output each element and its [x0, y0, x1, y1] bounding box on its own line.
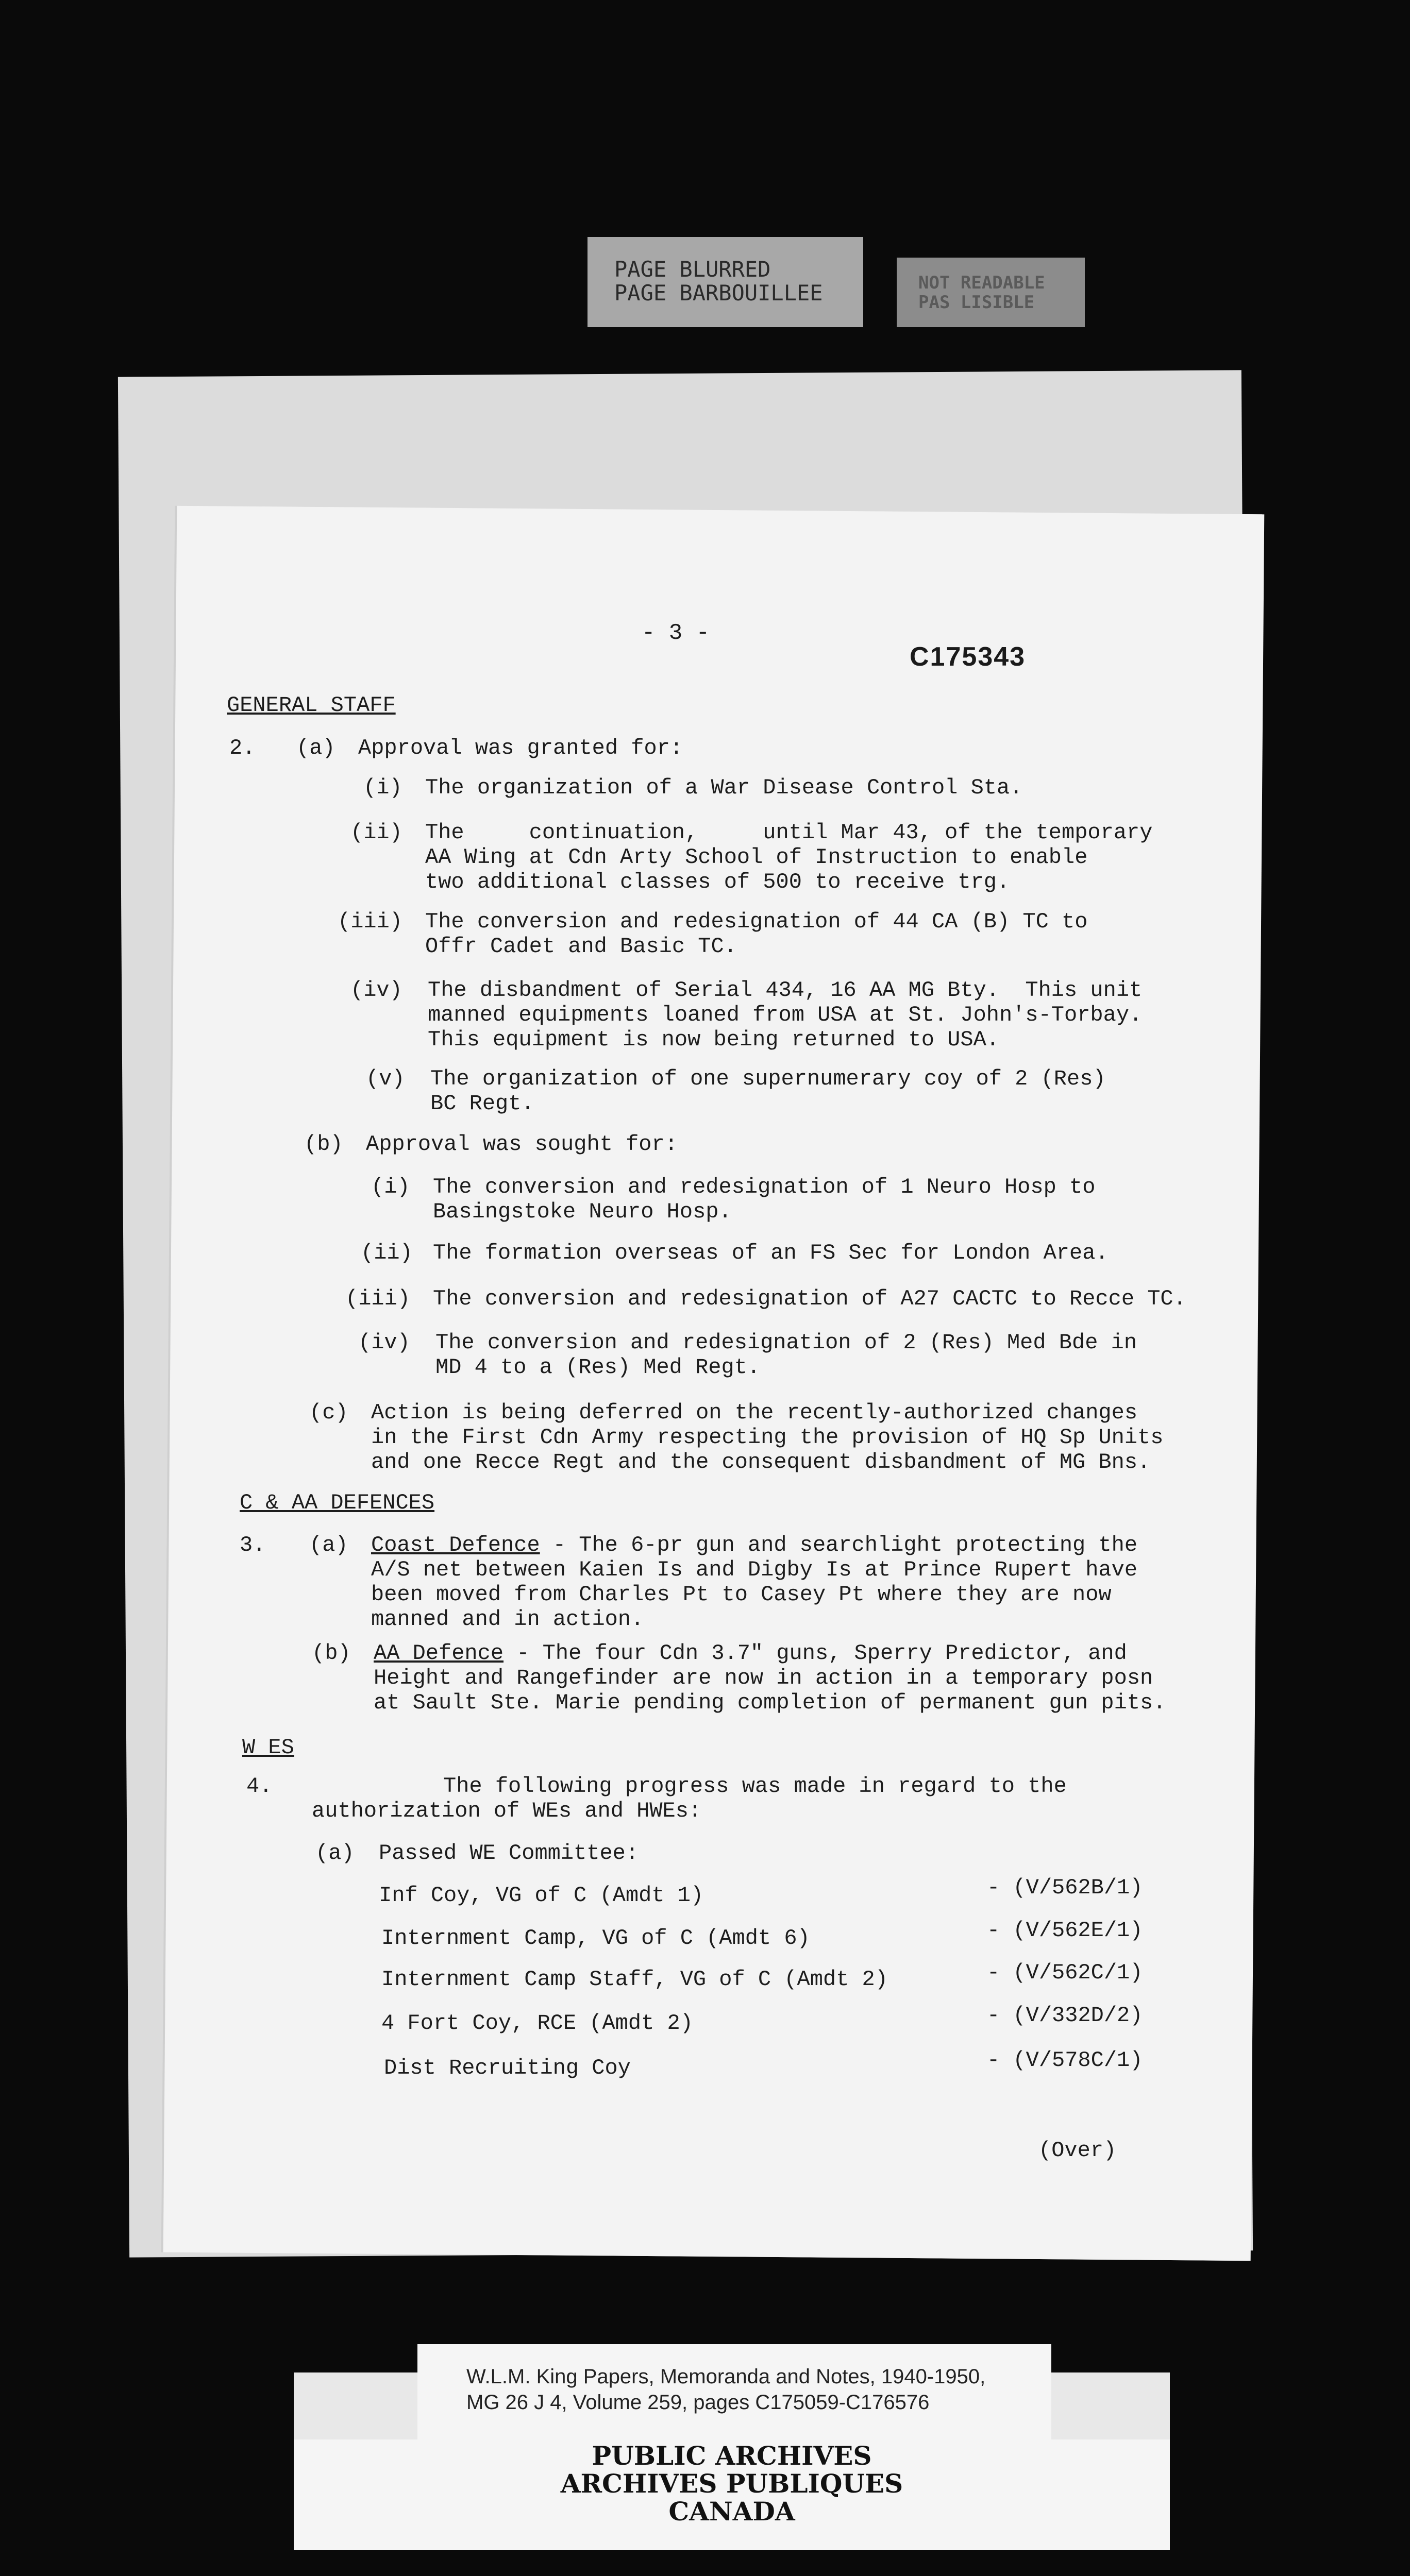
item-line: The organization of a War Disease Control Sta. — [425, 775, 1023, 800]
document-id: C175343 — [910, 642, 1026, 672]
para-3a-label: (a) — [309, 1533, 348, 1557]
item-num: (iii) — [338, 909, 403, 934]
we-item-name: Dist Recruiting Coy — [384, 2056, 631, 2080]
item-line: The organization of one supernumerary coy of 2 (Res) — [430, 1066, 1106, 1091]
item-line: MD 4 to a (Res) Med Regt. — [435, 1355, 761, 1380]
item-num: (i) — [363, 775, 402, 800]
not-readable-label — [897, 258, 1085, 327]
para-3a-line: manned and in action. — [371, 1607, 644, 1632]
item-num: (i) — [371, 1175, 410, 1199]
section-heading-wes: W ES — [242, 1735, 294, 1760]
item-num: (v) — [366, 1066, 405, 1091]
archives-card-tab — [1051, 2372, 1170, 2439]
item-line: Offr Cadet and Basic TC. — [425, 934, 737, 959]
coast-defence-text: - The 6-pr gun and searchlight protecting the — [540, 1533, 1138, 1557]
blurred-line-2: PAGE BARBOUILLEE — [614, 280, 823, 306]
para-2a-label: (a) — [296, 736, 335, 760]
we-item-ref: - (V/562C/1) — [987, 1960, 1143, 1985]
we-item-name: Internment Camp Staff, VG of C (Amdt 2) — [381, 1967, 888, 1992]
para-2b-intro: Approval was sought for: — [366, 1132, 678, 1157]
item-line: The formation overseas of an FS Sec for London Area. — [433, 1241, 1109, 1265]
we-item-ref: - (V/562E/1) — [987, 1918, 1143, 1943]
not-readable-line-1: NOT READABLE — [918, 273, 1045, 293]
we-item-name: 4 Fort Coy, RCE (Amdt 2) — [381, 2011, 693, 2036]
item-line: Basingstoke Neuro Hosp. — [433, 1199, 732, 1224]
para-2c-line: and one Recce Regt and the consequent disbandment of MG Bns. — [371, 1450, 1151, 1475]
over-note: (Over) — [1038, 2138, 1117, 2163]
item-num: (ii) — [350, 820, 402, 845]
para-4a-label: (a) — [315, 1841, 355, 1866]
para-3b-label: (b) — [312, 1641, 351, 1666]
para-3a-line: been moved from Charles Pt to Casey Pt where they are now — [371, 1582, 1112, 1607]
collection-caption — [417, 2344, 1051, 2439]
aa-defence-title: AA Defence — [374, 1641, 504, 1666]
para-number-4: 4. — [246, 1774, 273, 1799]
we-item-ref: - (V/332D/2) — [987, 2003, 1143, 2028]
item-line: two additional classes of 500 to receive trg. — [425, 870, 1010, 894]
para-number-3: 3. — [240, 1533, 266, 1557]
item-num: (iv) — [350, 978, 402, 1003]
item-num: (iv) — [358, 1330, 410, 1355]
we-item-name: Inf Coy, VG of C (Amdt 1) — [379, 1883, 704, 1908]
not-readable-line-2: PAS LISIBLE — [918, 292, 1035, 313]
we-item-ref: - (V/578C/1) — [987, 2048, 1143, 2073]
archives-line-2: ARCHIVES PUBLIQUES — [560, 2468, 903, 2499]
para-3b-line: Height and Rangefinder are now in action in a temporary posn — [374, 1666, 1153, 1690]
item-line: The conversion and redesignation of 1 Neuro Hosp to — [433, 1175, 1096, 1199]
we-item-ref: - (V/562B/1) — [987, 1875, 1143, 1900]
archives-line-3: CANADA — [668, 2496, 795, 2527]
para-number-2: 2. — [229, 736, 256, 760]
caption-line-2: MG 26 J 4, Volume 259, pages C175059-C176576 — [466, 2391, 930, 2414]
item-num: (ii) — [361, 1241, 413, 1265]
para-2a-intro: Approval was granted for: — [358, 736, 683, 760]
para-3b-line: at Sault Ste. Marie pending completion of permanent gun pits. — [374, 1690, 1166, 1715]
page-blurred-label — [588, 237, 863, 327]
para-3a-line: A/S net between Kaien Is and Digby Is at Prince Rupert have — [371, 1557, 1138, 1582]
we-item-name: Internment Camp, VG of C (Amdt 6) — [381, 1926, 810, 1951]
caption-line-1: W.L.M. King Papers, Memoranda and Notes, 1940-1950, — [466, 2365, 986, 2388]
item-line: This equipment is now being returned to USA. — [428, 1027, 999, 1052]
item-line: The continuation, until Mar 43, of the temporary — [425, 820, 1153, 845]
blurred-line-1: PAGE BLURRED — [614, 257, 771, 282]
archives-card-tab — [294, 2372, 417, 2439]
item-line: The conversion and redesignation of 2 (Res) Med Bde in — [435, 1330, 1137, 1355]
archives-line-1: PUBLIC ARCHIVES — [592, 2441, 872, 2471]
section-heading-general-staff: GENERAL STAFF — [227, 693, 396, 718]
para-2b-label: (b) — [304, 1132, 343, 1157]
document-page — [163, 506, 1265, 2261]
para-4-intro: The following progress was made in regard to the — [443, 1774, 1067, 1799]
item-line: The disbandment of Serial 434, 16 AA MG Bty. This unit — [428, 978, 1143, 1003]
item-line: manned equipments loaned from USA at St. John's-Torbay. — [428, 1003, 1143, 1027]
para-2c-label: (c) — [309, 1400, 348, 1425]
para-2c-line: in the First Cdn Army respecting the provision of HQ Sp Units — [371, 1425, 1164, 1450]
coast-defence-title: Coast Defence — [371, 1533, 540, 1557]
section-heading-defences: C & AA DEFENCES — [240, 1490, 435, 1515]
item-line: The conversion and redesignation of 44 CA (B) TC to — [425, 909, 1088, 934]
item-line: AA Wing at Cdn Arty School of Instruction to enable — [425, 845, 1088, 870]
page-number: - 3 - — [642, 620, 710, 646]
public-archives-label — [294, 2442, 1170, 2526]
para-4a-intro: Passed WE Committee: — [379, 1841, 639, 1866]
item-line: The conversion and redesignation of A27 CACTC to Recce TC. — [433, 1286, 1186, 1311]
item-num: (iii) — [345, 1286, 411, 1311]
para-2c-line: Action is being deferred on the recently-authorized changes — [371, 1400, 1138, 1425]
item-line: BC Regt. — [430, 1091, 534, 1116]
aa-defence-text: - The four Cdn 3.7" guns, Sperry Predictor, and — [503, 1641, 1127, 1666]
para-4-intro: authorization of WEs and HWEs: — [312, 1799, 702, 1823]
